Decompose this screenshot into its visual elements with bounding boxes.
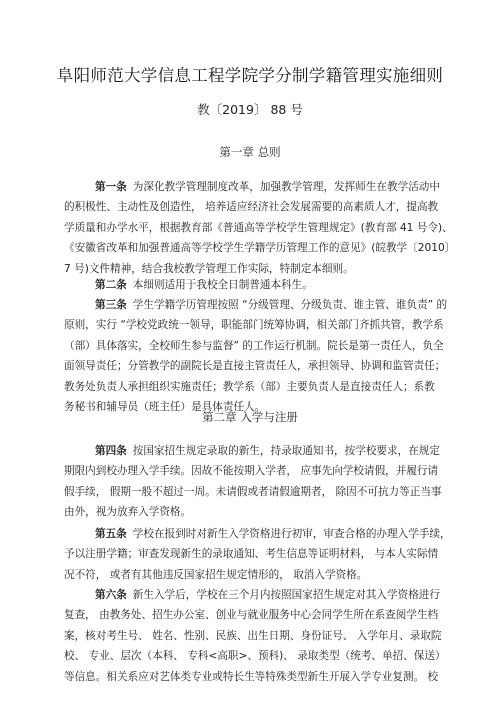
article-line: 第四条 按国家招生规定录取的新生，持录取通知书，按学校要求，在规定 bbox=[95, 445, 440, 457]
article-line: 第二条 本细则适用于我校全日制普通本科生。 bbox=[95, 279, 313, 291]
article-label: 第六条 bbox=[95, 589, 127, 601]
article-line: 校、 专业、层次（本科、 专科<高职>、预科)、 录取类型（统考、单招、保送） bbox=[64, 650, 446, 663]
article-line: 假手续， 假期一般不超过一周。未请假或者请假逾期者， 除因不可抗力等正当事 bbox=[64, 485, 442, 498]
article-line: 第三条 学生学籍学历管理按照 “分级管理、分级负责、谁主管、谁负责” 的 bbox=[95, 299, 448, 311]
article-line: 第六条 新生入学后，学校在三个月内按照国家招生规定对其入学资格进行 bbox=[95, 589, 440, 601]
article-line: 由外，视为放弃入学资格。 bbox=[64, 506, 192, 519]
article-2 bbox=[64, 275, 438, 295]
article-line: 《安徽省改革和加强普通高等学校学生学籍学历管理工作的意见》(皖教学〔2010〕 bbox=[64, 242, 456, 255]
article-line: 第五条 学校在报到时对新生入学资格进行初审，审查合格的办理入学手续， bbox=[95, 528, 451, 540]
article-line: 等信息。相关系应对艺体类专业或特长生等特殊类型新生开展入学专业复测。 校 bbox=[64, 670, 439, 683]
document-number: 教〔2019〕 88 号 bbox=[197, 102, 303, 117]
article-line: 期限内到校办理入学手续。因故不能按期入学者， 应事先向学校请假，并履行请 bbox=[64, 465, 439, 478]
chapter-heading-2: 第二章 入学与注册 bbox=[202, 410, 298, 424]
article-line: 学质量和办学水平，根据教育部《普通高等学校学生管理规定》(教育部 41 号令)、 bbox=[64, 221, 453, 234]
article-line: 务秘书和辅导员（班主任）是具体责任人。 bbox=[64, 401, 266, 414]
chapter-heading-1: 第一章 总则 bbox=[219, 145, 281, 159]
article-3 bbox=[64, 295, 448, 417]
article-1 bbox=[64, 177, 456, 279]
article-line: 予以注册学籍；审查发现新生的录取通知、考生信息等证明材料， 与本人实际情 bbox=[64, 548, 439, 561]
article-label: 第一条 bbox=[95, 181, 127, 193]
article-label: 第五条 bbox=[95, 528, 127, 540]
article-line: 的积极性、主动性及创造性， 培养适应经济社会发展需要的高素质人才，提高教 bbox=[64, 201, 439, 214]
article-line: 7 号)文件精神，结合我校教学管理工作实际，特制定本细则。 bbox=[64, 262, 354, 275]
article-line: 案，核对考生号、 姓名、性别、民族、出生日期、身份证号、 入学年月、录取院 bbox=[64, 629, 442, 642]
article-label: 第二条 bbox=[95, 279, 127, 291]
article-4 bbox=[64, 441, 442, 523]
article-label: 第三条 bbox=[95, 299, 127, 311]
article-line: （部）具体落实，全校师生参与监督” 的工作运行机制。院长是第一责任人，负全 bbox=[64, 339, 444, 352]
article-6 bbox=[64, 585, 446, 687]
document-title: 阜阳师范大学信息工程学院学分制学籍管理实施细则 bbox=[56, 66, 444, 85]
article-label: 第四条 bbox=[95, 445, 127, 457]
article-line: 面领导责任；分管教学的副院长是直接主管责任人，承担领导、协调和监管责任； bbox=[64, 360, 446, 373]
article-line: 原则，实行 “学校党政统一领导，职能部门统筹协调，相关部门齐抓共管，教学系 bbox=[64, 319, 444, 332]
article-line: 况不符， 或者有其他违反国家招生规定情形的， 取消入学资格。 bbox=[64, 568, 368, 581]
article-line: 第一条 为深化教学管理制度改革，加强教学管理，发挥师生在教学活动中 bbox=[95, 181, 440, 193]
article-line: 复查， 由教务处、招生办公室、创业与就业服务中心会同学生所在系查阅学生档 bbox=[64, 609, 439, 622]
article-line: 教务处负责人承担组织实施责任；教学系（部）主要负责人是直接责任人；系教 bbox=[64, 380, 435, 393]
article-5 bbox=[64, 524, 451, 585]
